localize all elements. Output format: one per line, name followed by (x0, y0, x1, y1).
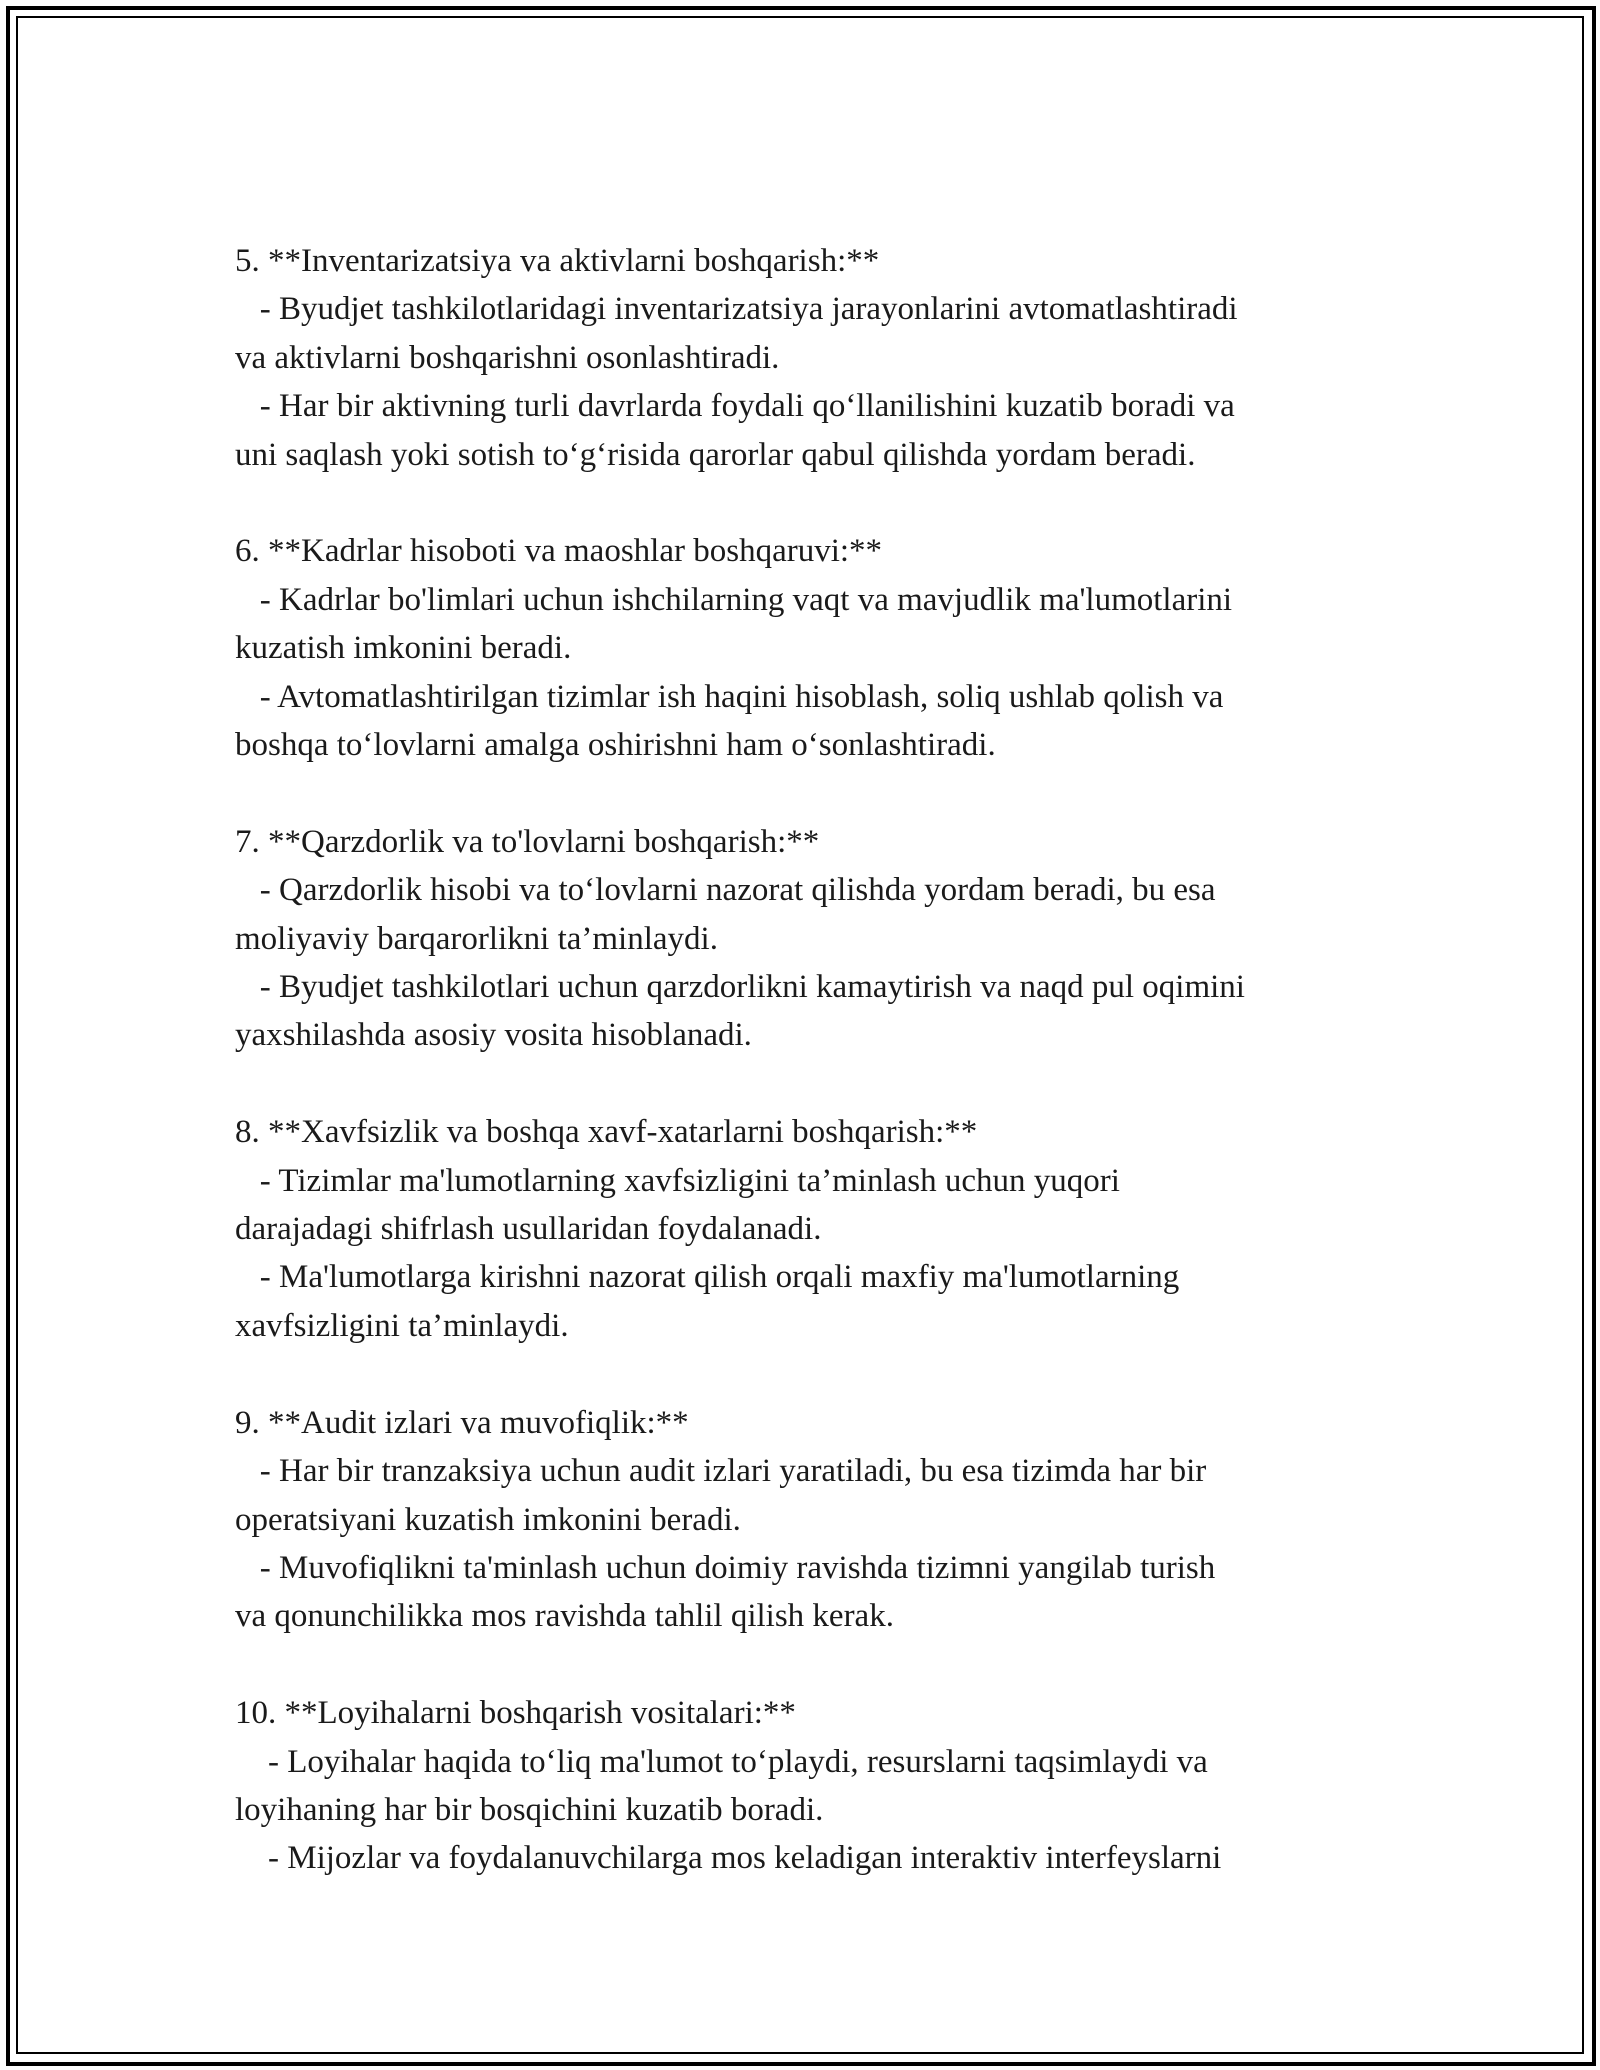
bullet-line: - Avtomatlashtirilgan tizimlar ish haqini hisoblash, soliq ushlab qolish va (235, 678, 1224, 715)
bullet-line: xavfsizligini ta’minlaydi. (235, 1307, 569, 1344)
bullet-line: loyihaning har bir bosqichini kuzatib boradi. (235, 1791, 824, 1828)
document-body (235, 237, 1385, 1931)
bullet-line: - Loyihalar haqida toʻliq ma'lumot toʻplaydi, resurslarni taqsimlaydi va (235, 1743, 1208, 1780)
bullet-line: darajadagi shifrlash usullaridan foydalanadi. (235, 1211, 822, 1248)
bullet-line: yaxshilashda asosiy vosita hisoblanadi. (235, 1017, 752, 1054)
bullet-line: - Har bir tranzaksiya uchun audit izlari yaratiladi, bu esa tizimda har bir (235, 1453, 1207, 1490)
bullet-line: - Muvofiqlikni ta'minlash uchun doimiy ravishda tizimni yangilab turish (235, 1549, 1216, 1586)
bullet-line: boshqa toʻlovlarni amalga oshirishni ham oʻsonlashtiradi. (235, 727, 996, 764)
section-heading: 7. **Qarzdorlik va to'lovlarni boshqarish:** (235, 823, 820, 860)
section-project-tools (235, 1689, 1385, 1883)
section-inventory (235, 237, 1385, 479)
section-heading: 6. **Kadrlar hisoboti va maoshlar boshqaruvi:** (235, 533, 883, 570)
section-security (235, 1108, 1385, 1350)
bullet-line: - Kadrlar bo'limlari uchun ishchilarning vaqt va mavjudlik ma'lumotlarini (235, 581, 1233, 618)
section-audit (235, 1399, 1385, 1641)
bullet-line: - Byudjet tashkilotlari uchun qarzdorlikni kamaytirish va naqd pul oqimini (235, 969, 1245, 1006)
bullet-line: - Byudjet tashkilotlaridagi inventarizatsiya jarayonlarini avtomatlashtiradi (235, 291, 1238, 328)
bullet-line: - Qarzdorlik hisobi va toʻlovlarni nazorat qilishda yordam beradi, bu esa (235, 872, 1216, 909)
section-heading: 8. **Xavfsizlik va boshqa xavf-xatarlarni boshqarish:** (235, 1114, 978, 1151)
bullet-line: operatsiyani kuzatish imkonini beradi. (235, 1501, 741, 1538)
bullet-line: va qonunchilikka mos ravishda tahlil qilish kerak. (235, 1598, 894, 1635)
bullet-line: - Ma'lumotlarga kirishni nazorat qilish orqali maxfiy ma'lumotlarning (235, 1259, 1180, 1296)
bullet-line: uni saqlash yoki sotish toʻgʻrisida qarorlar qabul qilishda yordam beradi. (235, 436, 1196, 473)
bullet-line: kuzatish imkonini beradi. (235, 630, 572, 667)
section-debt-payments (235, 818, 1385, 1060)
section-heading: 10. **Loyihalarni boshqarish vositalari:** (235, 1695, 796, 1732)
bullet-line: moliyaviy barqarorlikni ta’minlaydi. (235, 920, 718, 957)
section-hr-payroll (235, 527, 1385, 769)
section-heading: 9. **Audit izlari va muvofiqlik:** (235, 1404, 689, 1441)
bullet-line: - Tizimlar ma'lumotlarning xavfsizligini ta’minlash uchun yuqori (235, 1162, 1120, 1199)
section-heading: 5. **Inventarizatsiya va aktivlarni boshqarish:** (235, 243, 880, 279)
bullet-line: - Mijozlar va foydalanuvchilarga mos keladigan interaktiv interfeyslarni (235, 1840, 1222, 1877)
bullet-line: - Har bir aktivning turli davrlarda foydali qoʻllanilishini kuzatib boradi va (235, 388, 1235, 425)
bullet-line: va aktivlarni boshqarishni osonlashtiradi. (235, 339, 780, 376)
